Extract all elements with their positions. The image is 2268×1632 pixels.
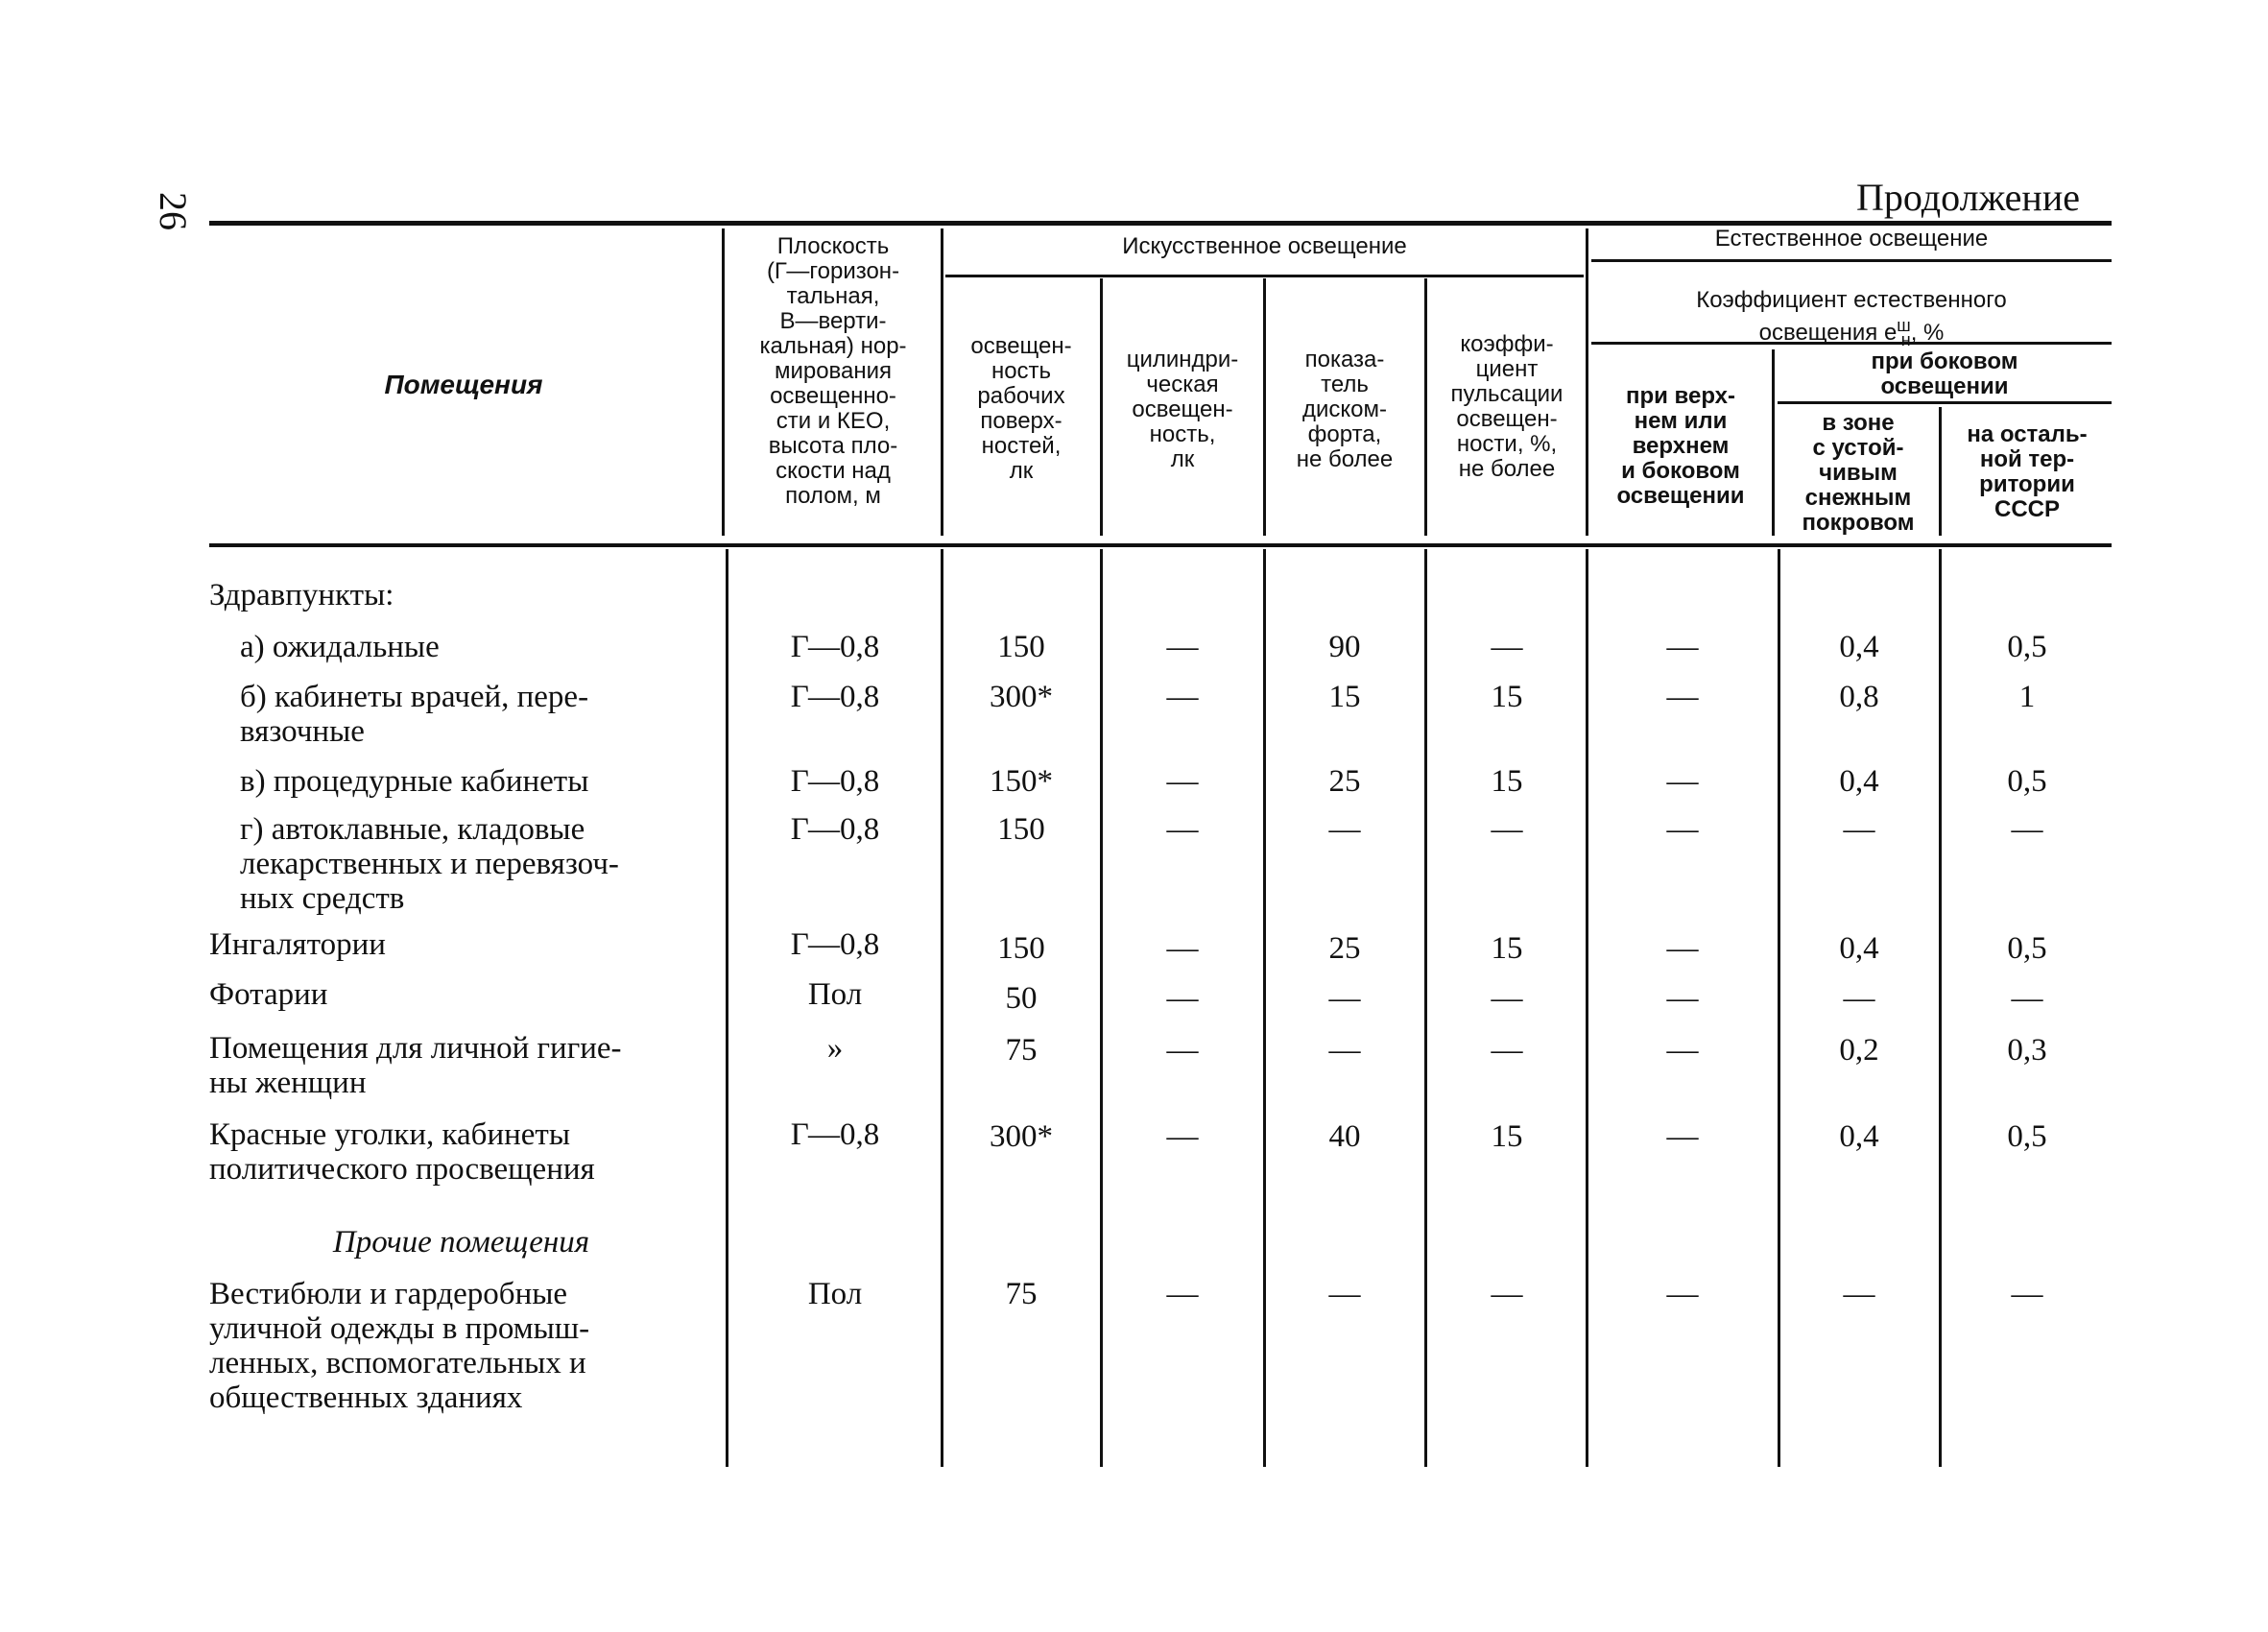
row-cell: — bbox=[1328, 981, 1361, 1016]
row-cell: — bbox=[1666, 1033, 1699, 1068]
row-cell: 150 bbox=[997, 812, 1045, 847]
row-cell: 75 bbox=[1005, 1033, 1038, 1068]
row-cell: Г—0,8 bbox=[790, 1117, 880, 1152]
row-cell: 0,3 bbox=[2007, 1033, 2047, 1068]
row-cell: 75 bbox=[1005, 1277, 1038, 1311]
row-cell: — bbox=[1166, 1119, 1199, 1154]
row-cell: 0,5 bbox=[2007, 764, 2047, 799]
body-divider-5 bbox=[1424, 549, 1427, 1467]
row-cell: — bbox=[1491, 1033, 1523, 1068]
row-cell: Г—0,8 bbox=[790, 927, 880, 962]
row-cell: — bbox=[1491, 981, 1523, 1016]
row-cell: 300* bbox=[990, 680, 1053, 714]
row-cell: 90 bbox=[1328, 630, 1361, 664]
row-cell: — bbox=[1166, 630, 1199, 664]
page-number: 26 bbox=[152, 192, 195, 230]
row-cell: 150* bbox=[990, 764, 1053, 799]
header-cyl: цилиндри- ческая освещен- ность, лк bbox=[1126, 347, 1239, 472]
col-divider-snow bbox=[1939, 407, 1942, 536]
row-cell: 40 bbox=[1328, 1119, 1361, 1154]
row-cell: 15 bbox=[1491, 680, 1523, 714]
row-cell: Г—0,8 bbox=[790, 680, 880, 714]
row-cell: 150 bbox=[997, 630, 1045, 664]
header-side: при боковом освещении bbox=[1871, 348, 2018, 399]
row-cell: — bbox=[1666, 981, 1699, 1016]
row-cell: 0,8 bbox=[1839, 680, 1879, 714]
side-rule bbox=[1778, 401, 2112, 404]
section-heading: Прочие помещения bbox=[332, 1225, 590, 1260]
row-cell: — bbox=[1166, 981, 1199, 1016]
row-cell: — bbox=[1843, 1277, 1875, 1311]
row-cell: — bbox=[1666, 1119, 1699, 1154]
col-divider-plane bbox=[722, 228, 725, 536]
col-divider-side bbox=[1772, 349, 1775, 536]
row-cell: 0,4 bbox=[1839, 764, 1879, 799]
col-divider-natural bbox=[1586, 228, 1588, 536]
row-cell: 0,4 bbox=[1839, 1119, 1879, 1154]
row-cell: — bbox=[2011, 981, 2043, 1016]
header-bottom-rule bbox=[209, 543, 2112, 547]
row-cell: — bbox=[1328, 812, 1361, 847]
row-name-zdravpunkty: Здравпункты: bbox=[209, 578, 394, 612]
row-cell: — bbox=[1166, 680, 1199, 714]
row-name: Вестибюли и гардеробные уличной одежды в промыш- ленных, вспомогательных и общественных зданиях bbox=[209, 1277, 590, 1415]
row-cell: — bbox=[1666, 812, 1699, 847]
body-divider-4 bbox=[1263, 549, 1266, 1467]
header-pulse: коэффи- циент пульсации освещен- ности, %, не более bbox=[1450, 331, 1564, 482]
row-cell: — bbox=[1666, 680, 1699, 714]
row-cell: 15 bbox=[1491, 764, 1523, 799]
row-cell: — bbox=[1166, 764, 1199, 799]
row-cell: Г—0,8 bbox=[790, 812, 880, 847]
row-cell: — bbox=[1666, 630, 1699, 664]
body-divider-3 bbox=[1100, 549, 1103, 1467]
header-plane: Плоскость (Г—горизон- тальная, В—верти- кальная) нор- мирования освещенно- сти и КЕО, высота пло- скости над полом, м bbox=[759, 233, 907, 509]
row-cell: 15 bbox=[1328, 680, 1361, 714]
header-top: при верх- нем или верхнем и боковом освещении bbox=[1616, 383, 1745, 509]
row-name: г) автоклавные, кладовые лекарственных и перевязоч- ных средств bbox=[240, 812, 619, 916]
header-rooms: Помещения bbox=[384, 370, 543, 399]
row-cell: 15 bbox=[1491, 931, 1523, 966]
row-cell: — bbox=[2011, 1277, 2043, 1311]
header-natural: Естественное освещение bbox=[1714, 226, 1989, 252]
row-cell: Г—0,8 bbox=[790, 764, 880, 799]
row-cell: — bbox=[1166, 1277, 1199, 1311]
row-cell: — bbox=[1166, 931, 1199, 966]
header-rest: на осталь- ной тер- ритории СССР bbox=[1967, 421, 2088, 522]
row-cell: 300* bbox=[990, 1119, 1053, 1154]
row-cell: 150 bbox=[997, 931, 1045, 966]
row-cell: — bbox=[1843, 981, 1875, 1016]
row-cell: — bbox=[1166, 1033, 1199, 1068]
header-illum: освещен- ность рабочих поверх- ностей, лк bbox=[970, 333, 1072, 484]
row-cell: Г—0,8 bbox=[790, 630, 880, 664]
row-cell: — bbox=[1666, 764, 1699, 799]
row-cell: 25 bbox=[1328, 764, 1361, 799]
row-cell: — bbox=[1491, 1277, 1523, 1311]
col-divider-disc bbox=[1263, 278, 1266, 536]
row-name: Ингалятории bbox=[209, 927, 386, 962]
row-cell: 0,5 bbox=[2007, 931, 2047, 966]
row-cell: — bbox=[1666, 1277, 1699, 1311]
row-cell: — bbox=[1491, 630, 1523, 664]
row-cell: 0,5 bbox=[2007, 1119, 2047, 1154]
row-cell: 0,4 bbox=[1839, 931, 1879, 966]
row-cell: » bbox=[826, 1031, 844, 1066]
header-kn bbox=[1591, 263, 2112, 352]
header-discomfort: показа- тель диском- форта, не более bbox=[1296, 347, 1394, 472]
row-name: а) ожидальные bbox=[240, 630, 440, 664]
row-cell: 0,2 bbox=[1839, 1033, 1879, 1068]
row-cell: 50 bbox=[1005, 981, 1038, 1016]
body-divider-1 bbox=[726, 549, 728, 1467]
row-cell: — bbox=[1328, 1033, 1361, 1068]
row-cell: — bbox=[1666, 931, 1699, 966]
header-snow: в зоне с устой- чивым снежным покровом bbox=[1802, 410, 1915, 536]
row-cell: 15 bbox=[1491, 1119, 1523, 1154]
row-cell: 0,4 bbox=[1839, 630, 1879, 664]
row-cell: — bbox=[1843, 812, 1875, 847]
row-cell: — bbox=[1328, 1277, 1361, 1311]
body-divider-2 bbox=[941, 549, 943, 1467]
col-divider-cyl bbox=[1100, 278, 1103, 536]
row-cell: 1 bbox=[2018, 680, 2036, 714]
row-name: б) кабинеты врачей, пере- вязочные bbox=[240, 680, 589, 749]
continuation-label: Продолжение bbox=[1856, 176, 2080, 219]
row-cell: Пол bbox=[807, 1277, 863, 1311]
row-name: в) процедурные кабинеты bbox=[240, 764, 589, 799]
natural-rule bbox=[1591, 259, 2112, 262]
body-divider-6 bbox=[1586, 549, 1588, 1467]
row-name: Фотарии bbox=[209, 977, 328, 1012]
row-cell: Пол bbox=[807, 977, 863, 1012]
header-kn-symbol: $e^ш_н$ bbox=[1883, 316, 1911, 349]
row-cell: 25 bbox=[1328, 931, 1361, 966]
row-cell: 0,5 bbox=[2007, 630, 2047, 664]
header-artificial: Искусственное освещение bbox=[1122, 233, 1407, 259]
row-cell: — bbox=[1166, 812, 1199, 847]
col-divider-pulse bbox=[1424, 278, 1427, 536]
body-divider-8 bbox=[1939, 549, 1942, 1467]
row-name: Красные уголки, кабинеты политического просвещения bbox=[209, 1117, 595, 1187]
header-kn-label: Коэффициент естественного освещения bbox=[1696, 287, 2007, 346]
row-cell: — bbox=[1491, 812, 1523, 847]
row-name: Помещения для личной гигие- ны женщин bbox=[209, 1031, 622, 1100]
body-divider-7 bbox=[1778, 549, 1780, 1467]
header-kn-unit: , % bbox=[1910, 320, 1945, 346]
artificial-rule bbox=[945, 275, 1584, 277]
col-divider-illum bbox=[941, 228, 943, 536]
row-cell: — bbox=[2011, 812, 2043, 847]
